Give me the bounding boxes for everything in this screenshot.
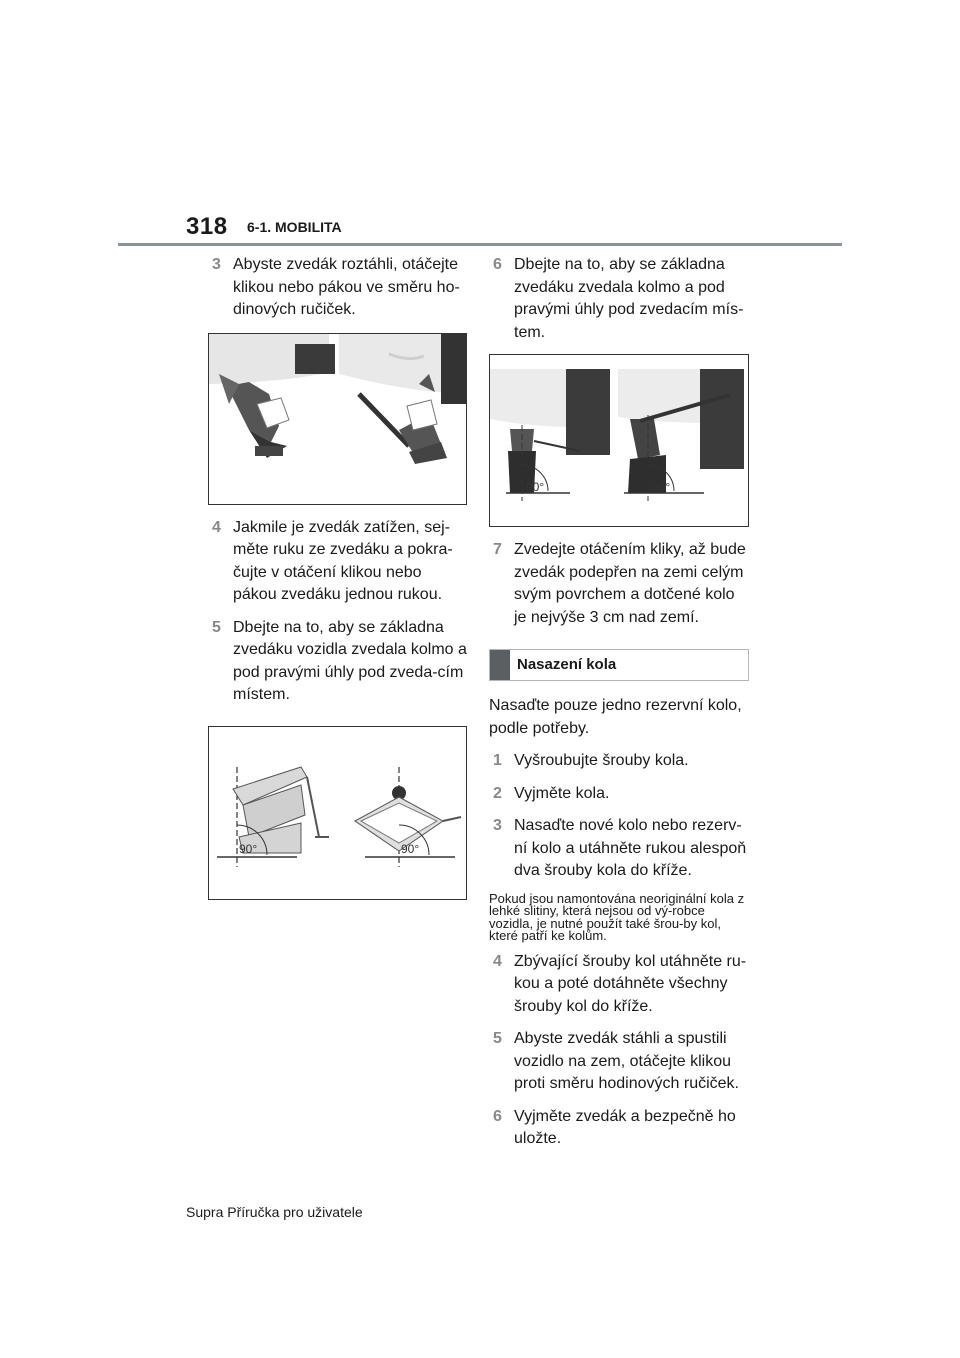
step-number: 3	[493, 817, 502, 834]
wheel-step-5	[489, 1028, 749, 1096]
wheel-step-3	[489, 815, 749, 883]
jack-contact-illustration	[490, 355, 748, 526]
figure-jack-angles	[208, 726, 467, 900]
step-5	[208, 617, 468, 707]
step-text: Dbejte na to, aby se základna zvedáku zvedala kolmo a pod pravými úhly pod zvedacím mís-tem.	[514, 256, 744, 341]
intro-paragraph: Nasaďte pouze jedno rezervní kolo, podle potřeby.	[489, 697, 742, 737]
right-column	[489, 254, 749, 1161]
wheel-step-1	[489, 750, 749, 773]
step-number: 5	[212, 618, 221, 636]
section-title: Nasazení kola	[517, 656, 617, 673]
figure-jack-contact	[489, 354, 749, 527]
step-number: 2	[493, 784, 502, 802]
wheel-step-4	[489, 951, 749, 1019]
wheel-step-2	[489, 783, 749, 806]
header-rule	[118, 243, 842, 246]
angle-label-left: 90°	[526, 480, 545, 494]
step-text: Abyste zvedák roztáhli, otáčejte klikou nebo pákou ve směru ho-dinových ručiček.	[233, 256, 460, 318]
step-text: Vyšroubujte šrouby kola.	[514, 752, 689, 769]
step-text: Zvedejte otáčením kliky, až bude zvedák podepřen na zemi celým svým povrchem a dotčené kolo je nejvýše 3 cm nad zemí.	[514, 541, 746, 626]
angle-label-right: 90°	[652, 480, 671, 494]
step-number: 3	[212, 256, 221, 273]
step-4	[208, 517, 468, 607]
page-number: 318	[186, 213, 228, 240]
step-number: 6	[493, 1107, 502, 1125]
section-heading	[489, 649, 749, 681]
step-text: Vyjměte zvedák a bezpečně ho uložte.	[514, 1107, 736, 1147]
step-number: 5	[493, 1030, 502, 1047]
jack-photo-illustration	[209, 334, 466, 504]
step-number: 1	[493, 752, 502, 769]
step-text: Vyjměte kola.	[514, 784, 610, 802]
step-text: Jakmile je zvedák zatížen, sej-měte ruku ze zvedáku a pokra-čujte v otáčení klikou nebo pákou zvedáku jednou rukou.	[233, 518, 453, 603]
left-column	[208, 254, 468, 912]
wheel-step-6	[489, 1106, 749, 1151]
step-number: 7	[493, 541, 502, 558]
step-number: 4	[212, 518, 221, 536]
step-text: Nasaďte nové kolo nebo rezerv-ní kolo a utáhněte rukou alespoň dva šrouby kola do kříže.	[514, 817, 747, 879]
step-number: 4	[493, 952, 502, 970]
alloy-wheel-note: Pokud jsou namontována neoriginální kola z lehké slitiny, která nejsou od vý-robce vozidla, je nutné použít také šrou-by kol, které patří ke kolům.	[489, 890, 745, 943]
step-text: Zbývající šrouby kol utáhněte ru-kou a poté dotáhněte všechny šrouby kol do kříže.	[514, 952, 747, 1015]
step-7	[489, 539, 749, 629]
step-number: 6	[493, 256, 502, 273]
jack-angle-diagram	[209, 727, 466, 899]
chapter-title: 6-1. MOBILITA	[247, 219, 342, 235]
step-text: Abyste zvedák stáhli a spustili vozidlo na zem, otáčejte klikou proti směru hodinových ručiček.	[514, 1030, 739, 1092]
step-text: Dbejte na to, aby se základna zvedáku vozidla zvedala kolmo a pod pravými úhly pod zveda-cím místem.	[233, 618, 467, 703]
step-3	[208, 254, 468, 322]
angle-label-right: 90°	[401, 841, 420, 856]
section-heading-bar	[490, 650, 510, 680]
figure-jack-extending	[208, 333, 467, 505]
angle-label-left: 90°	[239, 841, 258, 856]
step-6	[489, 254, 749, 344]
footer-text: Supra Příručka pro uživatele	[186, 1204, 363, 1220]
